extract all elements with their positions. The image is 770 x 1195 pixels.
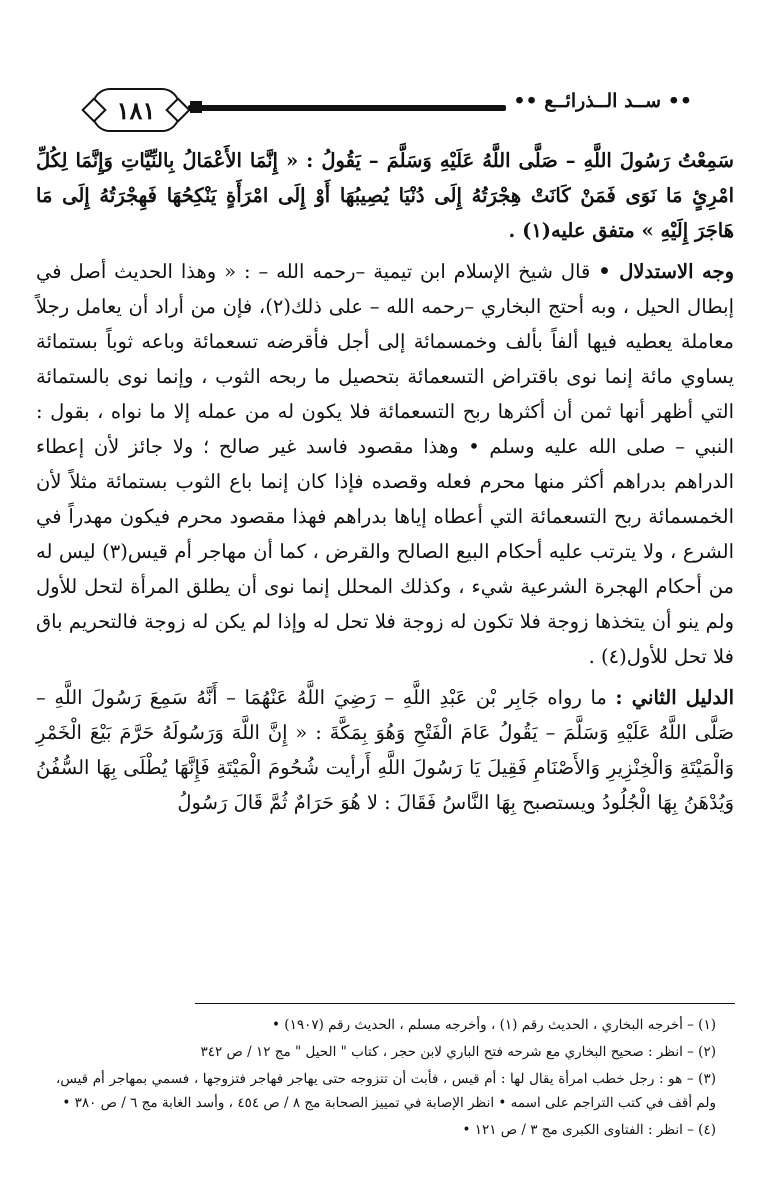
page-number: ١٨١ [116, 95, 156, 125]
footnote-2: (٢) – انظر : صحيح البخاري مع شرحه فتح الباري لابن حجر ، كتاب " الحيل " مج ١٢ / ص ٣٤٢ [200, 1044, 716, 1060]
page-header [92, 88, 692, 130]
inference-paragraph [36, 254, 734, 674]
main-text [36, 143, 734, 826]
second-evidence-heading: الدليل الثاني : [615, 686, 734, 709]
header-rule [188, 105, 506, 111]
inference-heading: وجه الاستدلال • [598, 260, 734, 283]
footnotes [56, 1013, 716, 1145]
running-title: •• ســد الــذرائــع •• [513, 90, 692, 112]
hadith-paragraph [36, 143, 734, 248]
second-evidence-text: ما رواه جَابِر بْن عَبْدِ اللَّهِ – رَضِيَ اللَّهُ عَنْهُمَا – أَنَّهُ سَمِعَ رَسُولَ اللَّهِ – صَلَّى اللَّهُ عَلَيْهِ وَسَلَّمَ – يَقُولُ عَامَ الْفَتْحِ وَهُوَ بِمَكَّةَ : « إِنَّ اللَّهَ وَرَسُولَهُ حَرَّمَ بَيْعَ الْخَمْرِ وَالْمَيْتَةِ وَالْخِنْزِيرِ وَالأَصْنَامِ فَقِيلَ يَا رَسُولَ اللَّهِ أَرأيت شُحُومَ الْمَيْتَةِ فَإِنَّهَا يُطْلَى بِهَا السُّفُنُ وَيُدْهَنُ بِهَا الْجُلُودُ ويستصبح بِهَا النَّاسُ فَقَالَ : لا هُوَ حَرَامٌ ثُمَّ قَالَ رَسُولُ [36, 686, 734, 814]
footnote-divider [195, 1003, 735, 1004]
inference-text: قال شيخ الإسلام ابن تيمية –رحمه الله – : « وهذا الحديث أصل في إبطال الحيل ، وبه أحتج البخاري –رحمه الله – على ذلك(٢)، فإن من أراد أن يعامل رجلاً معاملة يعطيه فيها ألفاً بألف وخمسمائة إلى أجل فأقرضه تسعمائة وباعه ثوباً بستمائة يساوي مائة إنما نوى باقتراض التسعمائة بتحصيل ما ربحه الثوب ، وإنما نوى بالستمائة التي أظهر أنها ثمن أن أكثرها ربح التسعمائة فلا يكون له من عمله إلا ما نواه ، بقول : النبي – صلى الله عليه وسلم • وهذا مقصود فاسد غير صالح ؛ ولا جائز لأن إعطاء الدراهم بدراهم أكثر منها محرم فعله وقصده فإذا كان إنما باع الثوب بستمائة مثلاً لأن الخمسمائة ربح التسعمائة التي أعطاه إياها بدراهم فهذا مقصود محرم فيكون مهدراً في الشرع ، ولا يترتب عليه أحكام البيع الصالح والقرض ، كما أن مهاجر أم قيس(٣) ليس له من أحكام الهجرة الشرعية شيء ، وكذلك المحلل إنما نوى أن يطلق المرأة لتحل للأول ولم ينو أن يتخذها زوجة فلا تكون له زوجة فلا تحل له وإذا لم يكن له زوجة فالتحريم باق فلا تحل للأول(٤) . [36, 260, 734, 668]
footnote-3: (٣) – هو : رجل خطب امرأة يقال لها : أم قيس ، فأبت أن تتزوجه حتى يهاجر فهاجر فتزوجها ، فسمي بمهاجر أم قيس، ولم أقف في كتب التراجم على اسمه • انظر الإصابة في تمييز الصحابة مج ٨ / ص ٤٥٤ ، وأسد الغابة مج ٦ / ص ٣٨٠ • [56, 1071, 716, 1111]
second-evidence-paragraph [36, 680, 734, 820]
footnote-4: (٤) – انظر : الفتاوى الكبرى مج ٣ / ص ١٢١ • [462, 1122, 716, 1138]
hadith-text: سَمِعْتُ رَسُولَ اللَّهِ – صَلَّى اللَّهُ عَلَيْهِ وَسَلَّمَ – يَقُولُ : « إِنَّمَا الأَعْمَالُ بِالنِّيَّاتِ وَإِنَّمَا لِكُلِّ امْرِئٍ مَا نَوَى فَمَنْ كَانَتْ هِجْرَتُهُ إِلَى دُنْيَا يُصِيبُهَا أَوْ إِلَى امْرَأَةٍ يَنْكِحُهَا فَهِجْرَتُهُ إِلَى مَا هَاجَرَ إِلَيْهِ » متفق عليه(١) . [36, 149, 734, 242]
footnote-1: (١) – أخرجه البخاري ، الحديث رقم (١) ، وأخرجه مسلم ، الحديث رقم (١٩٠٧) • [272, 1017, 716, 1033]
page-number-frame [92, 88, 180, 132]
